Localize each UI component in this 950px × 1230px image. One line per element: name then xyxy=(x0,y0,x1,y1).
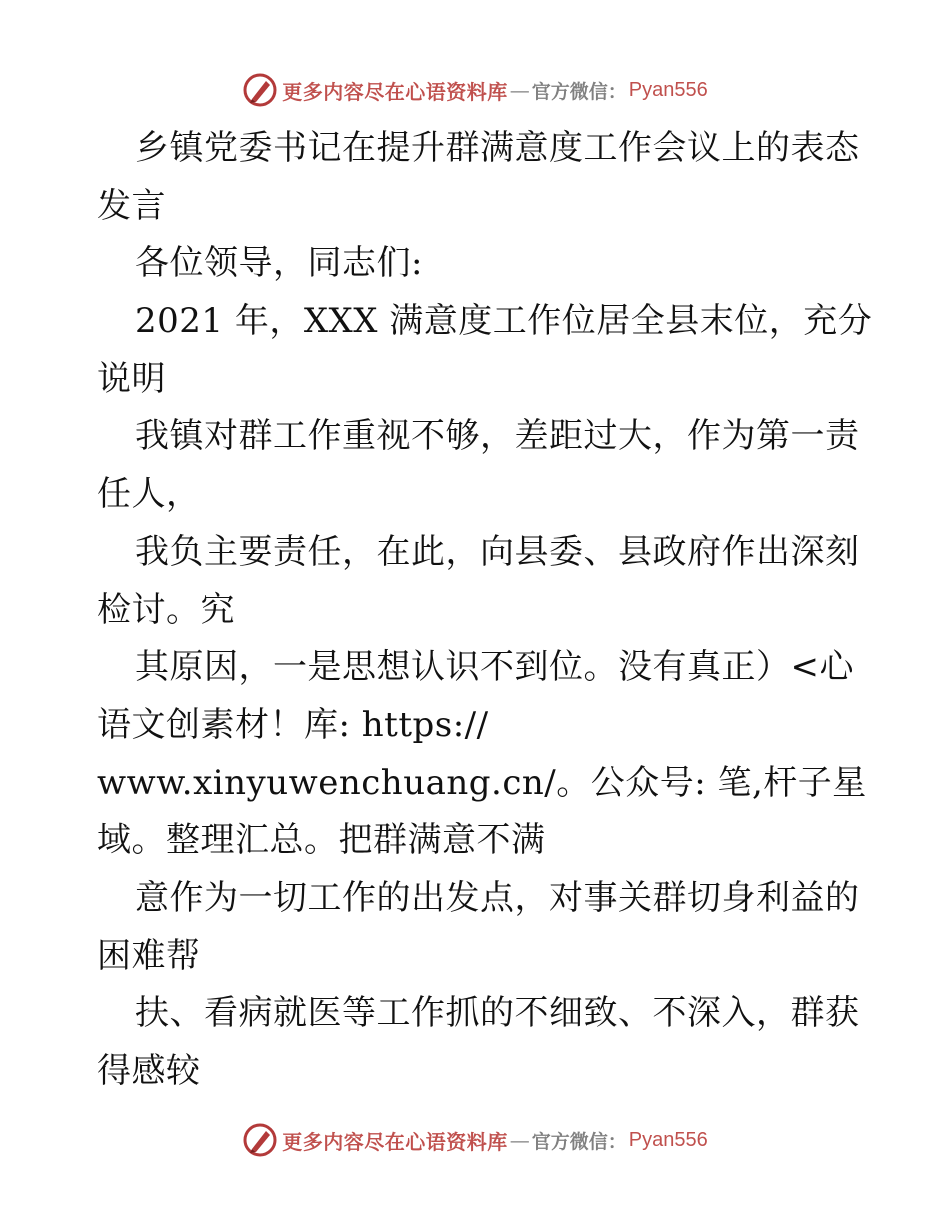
body-line: 发言 xyxy=(97,185,166,226)
body-line: 域。整理汇总。把群满意不满 xyxy=(97,820,546,861)
banner-wechat-id: Pyan556 xyxy=(628,78,708,101)
pen-logo-icon xyxy=(242,1122,278,1158)
body-line: 检讨。究 xyxy=(97,589,235,630)
body-line: 我负主要责任，在此，向县委、县政府作出深刻 xyxy=(135,531,860,572)
pen-logo-icon xyxy=(242,72,278,108)
body-line: 得感较 xyxy=(97,1051,201,1091)
body-line: 意作为一切工作的出发点，对事关群切身利益的 xyxy=(135,877,860,918)
body-line: 扶、看病就医等工作抓的不细致、不深入，群获 xyxy=(135,993,860,1034)
banner-official-label: 官方微信： xyxy=(531,80,627,103)
header-banner xyxy=(0,70,950,110)
banner-official-label: 官方微信： xyxy=(531,1130,627,1153)
body-line: 2021 年，XXX 满意度工作位居全县末位，充分 xyxy=(135,301,873,342)
body-line: 其原因，一是思想认识不到位。没有真正）<心 xyxy=(135,647,854,688)
body-line: 各位领导，同志们: xyxy=(135,243,423,284)
body-line: 困难帮 xyxy=(97,935,201,976)
body-line: 说明 xyxy=(97,358,166,399)
banner-main-text: 更多内容尽在心语资料库 xyxy=(282,1129,508,1154)
banner-main-text: 更多内容尽在心语资料库 xyxy=(282,79,508,104)
document-body xyxy=(97,120,877,1101)
body-line: 我镇对群工作重视不够，差距过大，作为第一责 xyxy=(135,416,860,457)
body-line: 任人， xyxy=(97,474,201,515)
banner-separator: — xyxy=(509,1128,530,1152)
body-line: www.xinyuwenchuang.cn/。公众号: 笔,杆子星 xyxy=(97,762,867,803)
banner-wechat-id: Pyan556 xyxy=(628,1128,708,1151)
banner-separator: — xyxy=(509,78,530,102)
body-line: 语文创素材！库: https:// xyxy=(97,704,489,745)
footer-banner xyxy=(0,1120,950,1160)
body-line: 乡镇党委书记在提升群满意度工作会议上的表态 xyxy=(135,128,860,168)
